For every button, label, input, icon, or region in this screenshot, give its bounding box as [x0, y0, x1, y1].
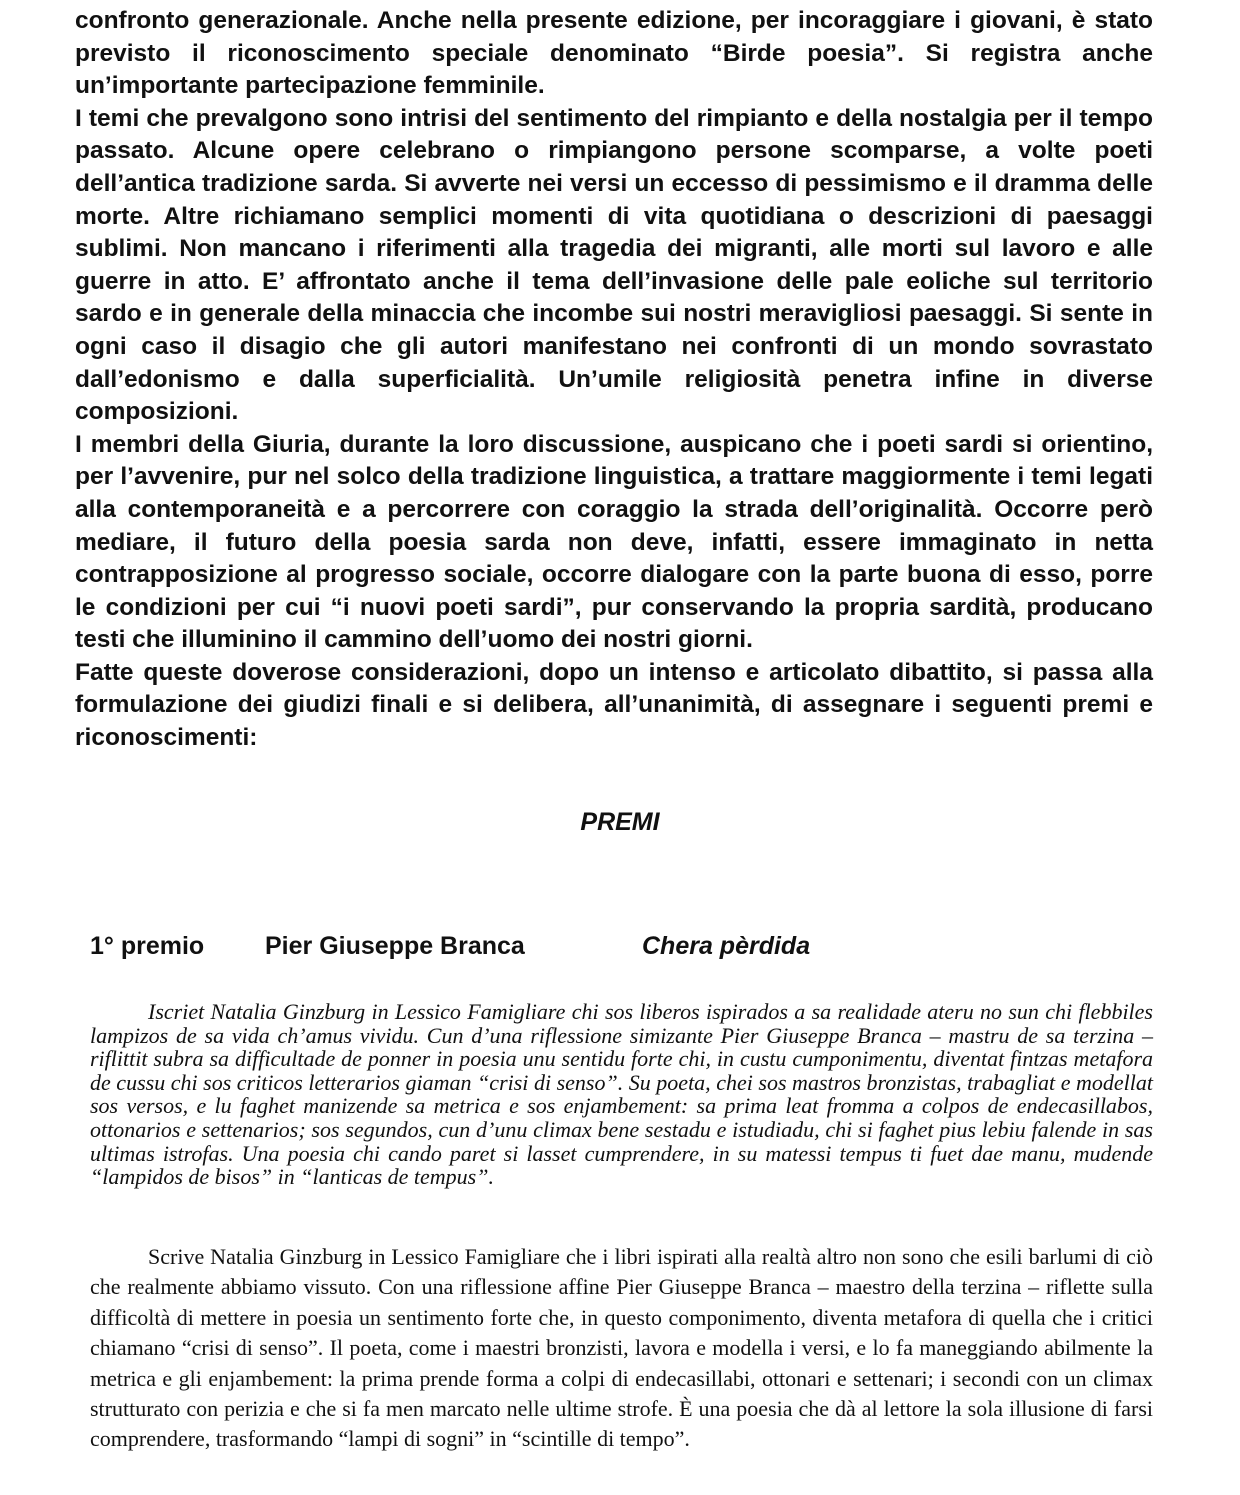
motivation-sardinian: Iscriet Natalia Ginzburg in Lessico Famigliare chi sos liberos ispirados a sa realidade ateru no sun chi flebbiles lampizos de sa vida ch’amus vividu. Cun d’una riflessione simizante Pier Giuseppe Branca – mastru de sa terzina – riflittit subra sa difficultade de ponner in poesia unu sentidu forte chi, in custu cumponimentu, diventat fintzas metafora de cussu chi sos criticos letterarios giaman “crisi di senso”. Su poeta, chei sos mastros bronzistas, trabagliat e modellat sos versos, e lu faghet manizende sa metrica e sos enjambement: sa prima leat fromma a colpos de endecasillabos, ottonarios e settenarios; sos segundos, cun d’unu climax bene sestadu e istudiadu, chi si faghet pius lebiu falende in sas ultimas istrofas. Una poesia chi cando paret si lasset cumprendere, in su matessi tempus ti fuet dae manu, mudende “lampidos de bisos” in “lanticas de tempus”. [90, 999, 1153, 1190]
motivation-italian: Scrive Natalia Ginzburg in Lessico Famigliare che i libri ispirati alla realtà altro non sono che esili barlumi di ciò che realmente abbiamo vissuto. Con una riflessione affine Pier Giuseppe Branca – maestro della terzina – riflette sulla difficoltà di mettere in poesia un sentimento forte che, in questo componimento, diventa metafora di quella che i critici chiamano “crisi di senso”. Il poeta, come i maestri bronzisti, lavora e modella i versi, e lo fa maneggiando abilmente la metrica e gli enjambement: la prima prende forma a colpi di endecasillabi, ottonari e settenari; i secondi con un climax strutturato con perizia e che si fa men marcato nelle ultime strofe. È una poesia che dà al lettore la sola illusione di farsi comprendere, trasformando “lampi di sogni” in “scintille di tempo”. [90, 1244, 1153, 1452]
intro-paragraph: I membri della Giuria, durante la loro discussione, auspicano che i poeti sardi si orientino, per l’avvenire, pur nel solco della tradizione linguistica, a trattare maggiormente i temi legati alla contemporaneità e a percorrere con coraggio la strada dell’originalità. Occorre però mediare, il futuro della poesia sarda non deve, infatti, essere immaginato in netta contrapposizione al progresso sociale, occorre dialogare con la parte buona di esso, porre le condizioni per cui “i nuovi poeti sardi”, pur conservando la propria sardità, producano testi che illuminino il cammino dell’uomo dei nostri giorni. [75, 430, 1153, 654]
intro-paragraph: confronto generazionale. Anche nella presente edizione, per incoraggiare i giovani, è stato previsto il riconoscimento speciale denominato “Birde poesia”. Si registra anche un’importante partecipazione femminile. [75, 7, 1153, 100]
prize-row [0, 932, 1240, 968]
section-heading: PREMI [580, 808, 660, 836]
prize-rank: 1° premio [90, 932, 205, 960]
intro-text [75, 5, 1153, 755]
intro-paragraph: Fatte queste doverose considerazioni, dopo un intenso e articolato dibattito, si passa alla formulazione dei giudizi finali e si delibera, all’unanimità, di assegnare i seguenti premi e riconoscimenti: [75, 658, 1153, 752]
prize-author: Pier Giuseppe Branca [265, 932, 525, 960]
prize-poem-title: Chera pèrdida [642, 932, 811, 960]
intro-paragraph: I temi che prevalgono sono intrisi del sentimento del rimpianto e della nostalgia per il tempo passato. Alcune opere celebrano o rimpiangono persone scomparse, a volte poeti dell’antica tradizione sarda. Si avverte nei versi un eccesso di pessimismo e il dramma delle morte. Altre richiamano semplici momenti di vita quotidiana o descrizioni di paesaggi sublimi. Non mancano i riferimenti alla tragedia dei migranti, alle morti sul lavoro e alle guerre in atto. E’ affrontato anche il tema dell’invasione delle pale eoliche sul territorio sardo e in generale della minaccia che incombe sui nostri meravigliosi paesaggi. Si sente in ogni caso il disagio che gli autori manifestano nei confronti di un mondo sovrastato dall’edonismo e dalla superficialità. Un’umile religiosità penetra infine in diverse composizioni. [75, 104, 1153, 426]
